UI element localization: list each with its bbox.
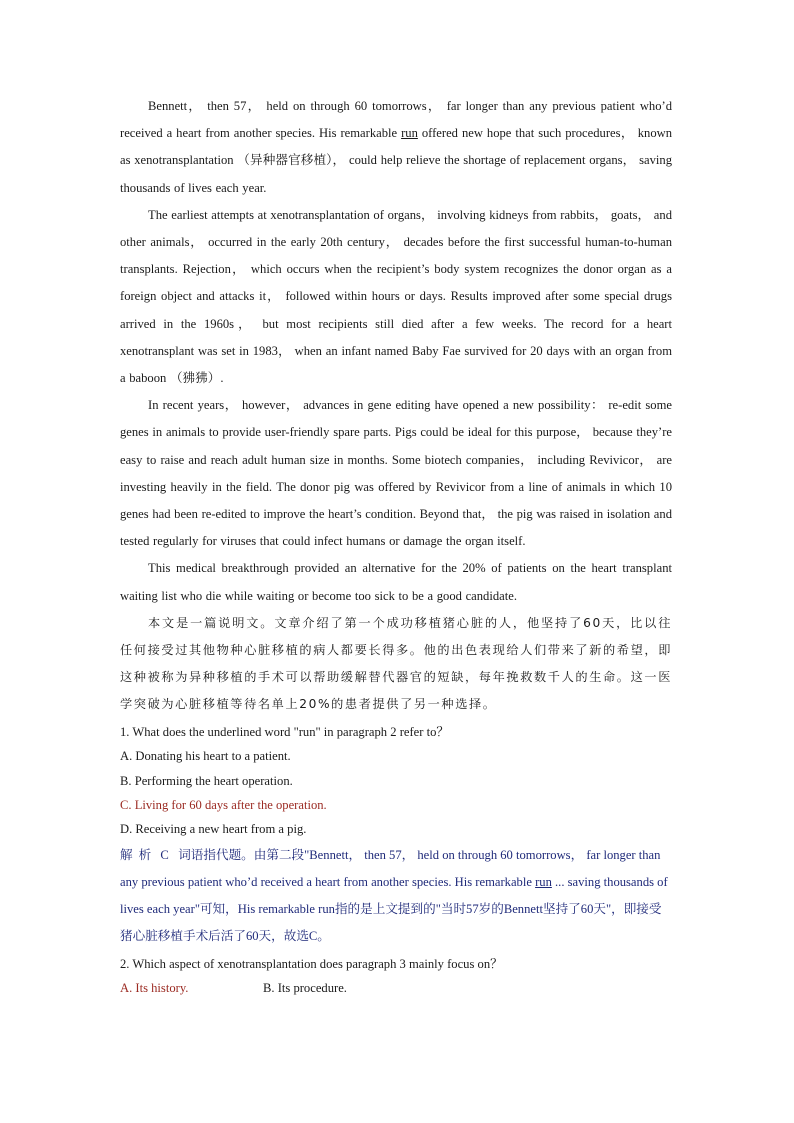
- passage-paragraph-4: This medical breakthrough provided an alternative for the 20% of patients on the heart transplant waiting list who die while waiting or become too sick to be a good candidate.: [120, 561, 672, 603]
- paragraph-text: offered new hope that such procedures， known as xenotransplantation （异种器官移植）， could help relieve the shortage of replacement organs， saving thousands of lives each year.: [120, 126, 673, 195]
- analysis-text: ... saving thousands of lives each year"可知，His remarkable run指的是上文提到的"当时57岁的Bennett坚持了60天"，即接受猪心脏移植手术后活了60天，故选C。: [120, 874, 668, 943]
- paragraph-text: Bennett， then 57， held on through 60 tomorrows， far longer than any previous patient who’d received a heart from another species. His remarkable: [120, 99, 672, 141]
- q1-option-c-correct: C. Living for 60 days after the operation.: [120, 798, 327, 813]
- passage-paragraph-3: In recent years， however， advances in gene editing have opened a new possibility： re-edit some genes in animals to provide user-friendly spare parts. Pigs could be ideal for this purpose， because they’re easy to raise and reach adult human size in months. Some biotech companies， including Revivicor， are investing heavily in the field. The donor pig was offered by Revivicor from a line of animals in which 10 genes had been re-edited to improve the heart’s condition. Beyond that， the pig was raised in isolation and tested regularly for viruses that could infect humans or damage the organ itself.: [120, 398, 672, 549]
- passage-paragraph-2: The earliest attempts at xenotransplantation of organs， involving kidneys from rabbits， goats， and other animals， occurred in the early 20th century， decades before the first successful human-to-human transplants. Rejection， which occurs when the recipient’s body system recognizes the donor organ as a foreign object and attacks it， followed within hours or days. Results improved after some special drugs arrived in the 1960s， but most recipients still died after a few weeks. The record for a heart xenotransplant was set in 1983， when an infant named Baby Fae survived for 20 days with an organ from a baboon （狒狒）.: [120, 207, 672, 386]
- q2-option-b: B. Its procedure.: [263, 981, 347, 996]
- analysis-label: 解析: [120, 847, 158, 862]
- q1-option-a: A. Donating his heart to a patient.: [120, 749, 291, 764]
- q2-option-a-correct: A. Its history.: [120, 981, 189, 996]
- passage-paragraph-1: [120, 93, 672, 202]
- question-2: 2. Which aspect of xenotransplantation does paragraph 3 mainly focus on？: [120, 956, 503, 971]
- analysis-underlined-run: run: [535, 874, 552, 889]
- analysis-answer: C: [160, 847, 169, 862]
- q1-analysis: [120, 842, 672, 950]
- underlined-word-run: run: [401, 126, 418, 141]
- question-1: 1. What does the underlined word "run" in paragraph 2 refer to？: [120, 724, 449, 739]
- chinese-summary: 本文是一篇说明文。文章介绍了第一个成功移植猪心脏的人，他坚持了60天，比以往任何接受过其他物种心脏移植的病人都要长得多。他的出色表现给人们带来了新的希望，即这种被称为异种移植的手术可以帮助缓解替代器官的短缺，每年挽救数千人的生命。这一医学突破为心脏移植等待名单上20%的患者提供了另一种选择。: [120, 615, 672, 711]
- analysis-text: 词语指代题。由第二段"Bennett， then 57， held on through 60 tomorrows， far longer than any previous patient who’d received a heart from another species. His remarkable: [120, 847, 661, 889]
- q2-options-row: [120, 976, 672, 1000]
- q1-option-d: D. Receiving a new heart from a pig.: [120, 822, 307, 837]
- document-page: [120, 93, 672, 1001]
- q1-option-b: B. Performing the heart operation.: [120, 773, 293, 788]
